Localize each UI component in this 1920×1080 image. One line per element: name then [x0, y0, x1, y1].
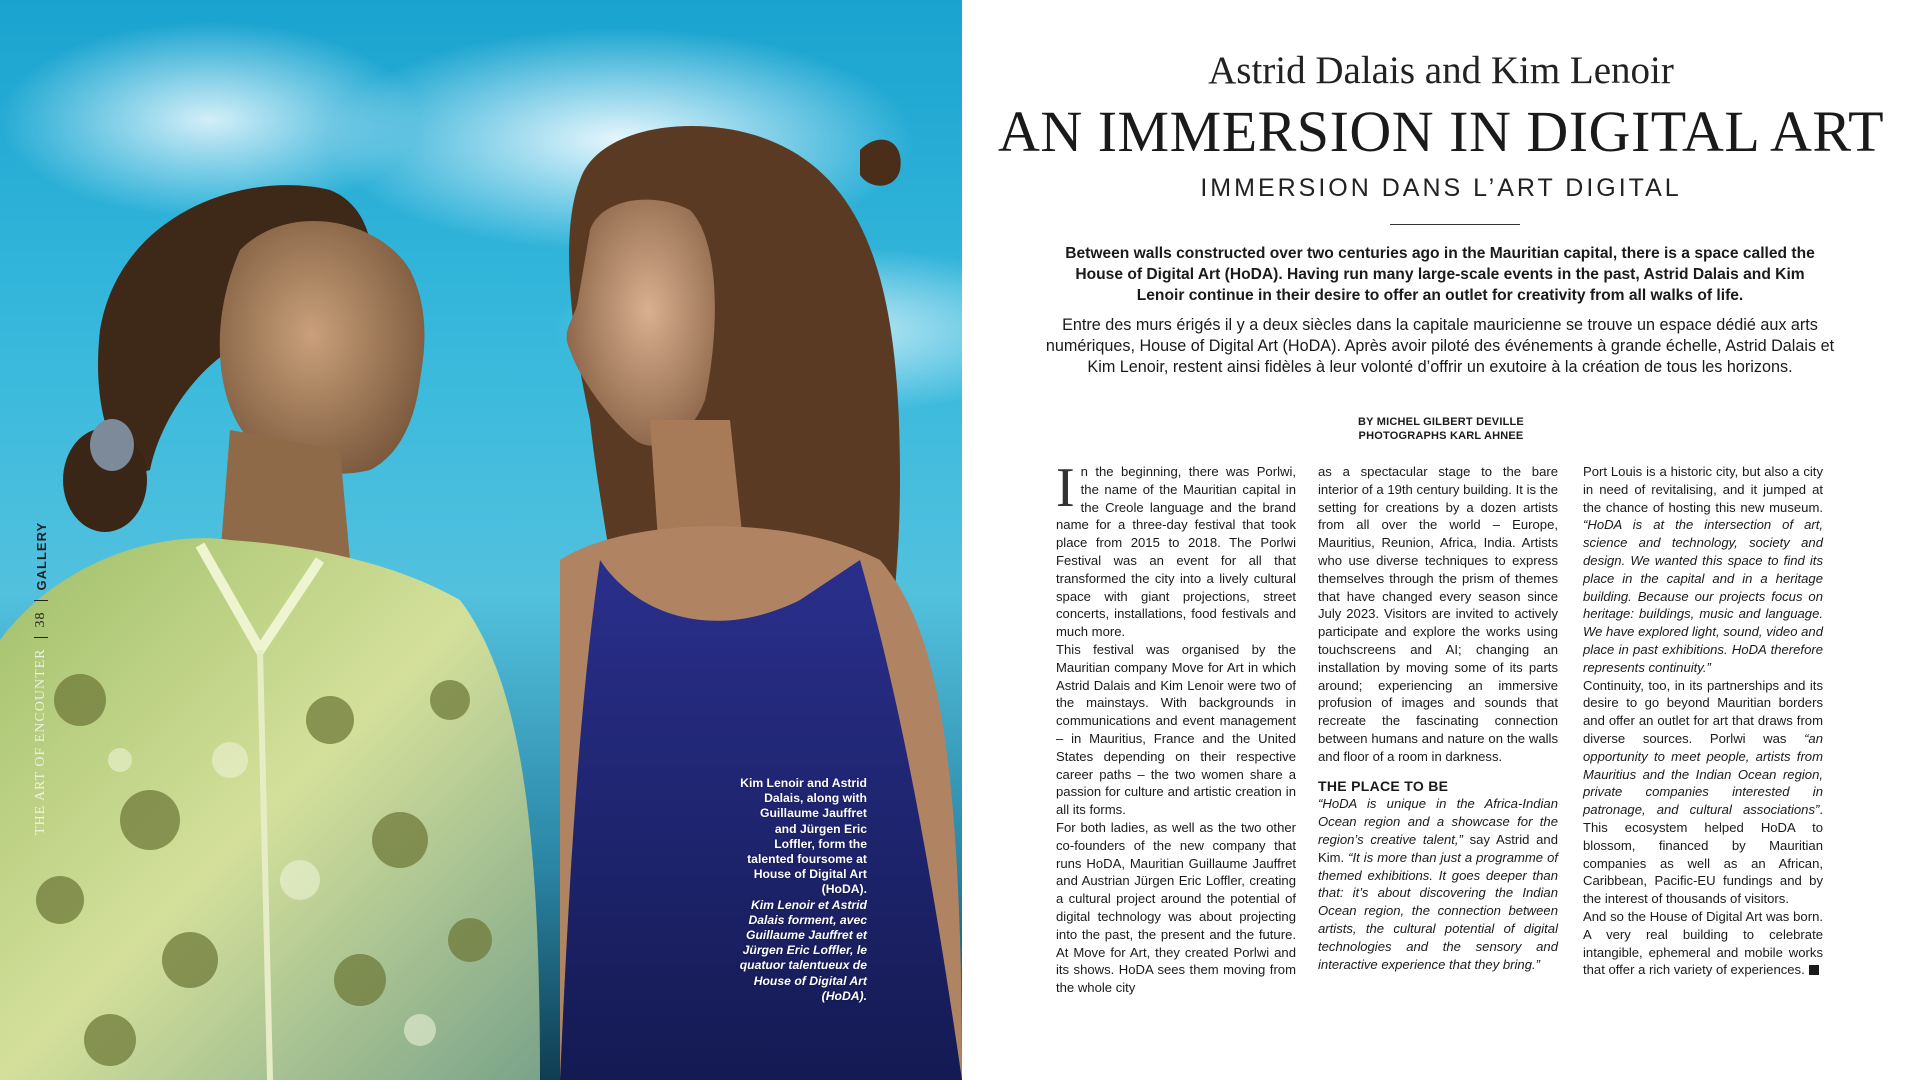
section-subhead: THE PLACE TO BE: [1318, 777, 1449, 794]
headline-title: AN IMMERSION IN DIGITAL ART: [997, 99, 1885, 164]
intro-english: Between walls constructed over two centuries ago in the Mauritian capital, there is a space called the House of Digital Art (HoDA). Having run many large-scale events in the past, Astrid Dalais and Kim Lenoir continue in their desire to offer an outlet for creativity from all walks of life.: [1065, 245, 1815, 304]
drop-cap: I: [1056, 457, 1075, 519]
quote: “It is more than just a programme of themed exhibitions. It goes deeper than that: it’s about discovering the Indian Ocean region, the connection between artists, the cultural potential of digital technologies and the sensory and interactive experience that they bring.”: [1318, 849, 1558, 972]
paragraph-text: And so the House of Digital Art was born. A very real building to celebrate intangible, ephemeral and mobile works that offer a rich variety of experiences.: [1583, 908, 1823, 978]
quote: “an opportunity to meet people, artists from Mauritius and the Indian Ocean region, private companies interested in patronage, and cultural associations”: [1583, 730, 1823, 818]
page-spine: [0, 435, 49, 835]
publication-name: THE ART OF ENCOUNTER: [33, 648, 48, 835]
headline-rule: [1390, 224, 1520, 225]
intro-french: Entre des murs érigés il y a deux siècles dans la capitale mauricienne se trouve un espace dédié aux arts numériques, House of Digital Art (HoDA). Après avoir piloté des événements à grande échelle, Astrid Dalais et Kim Lenoir, restent ainsi fidèles à leur volonté d’offrir un exutoire à la création de tous les horizons.: [1045, 316, 1835, 376]
paragraph-text: . This ecosystem helped HoDA to blossom, financed by Mauritian companies as well as an African, Caribbean, Pacific-EU fundings and by the interest of thousands of visitors.: [1583, 802, 1823, 907]
caption-english: Kim Lenoir and Astrid Dalais, along with Guillaume Jauffret and Jürgen Eric Loffler, form the talented foursome at House of Digital Art (HoDA).: [740, 776, 867, 897]
photographer-credit: PHOTOGRAPHS KARL AHNEE: [1358, 430, 1524, 442]
headline-french-title: IMMERSION DANS L’ART DIGITAL: [1200, 174, 1682, 202]
quote: “HoDA is at the intersection of art, science and technology, society and design. We wanted this space to find its place in the capital and in a heritage building. Because our projects focus on heritage: buildings, music and language. We have explored light, sound, video and place in past exhibitions. HoDA therefore represents continuity.”: [1583, 517, 1823, 675]
quote: “HoDA is unique in the Africa-Indian Ocean region and a showcase for the region’s creative talent,”: [1318, 796, 1558, 847]
spine-divider: [34, 600, 48, 601]
paragraph: [1583, 463, 1823, 677]
section-label: GALLERY: [33, 521, 49, 591]
paragraph: [1056, 457, 1296, 641]
paragraph: as a spectacular stage to the bare interior of a 19th century building. It is the setting for creations by a dozen artists from all over the world – Europe, Mauritius, Reunion, Africa, India. Artists who use diverse techniques to express themselves through the prism of themes that have changed every season since July 2023. Visitors are invited to actively participate and explore the works using touchscreens and AI; changing an installation by moving some of its parts around; experiencing an immersive profusion of images and sounds that recreate the fascinating connection between humans and nature on the walls and floor of a room in darkness.: [1318, 464, 1558, 764]
paragraph-text: say Astrid and Kim.: [1318, 831, 1558, 865]
byline: [962, 415, 1920, 443]
paragraph-text: Continuity, too, in its partnerships and its desire to go beyond Mauritian borders and offer an outlet for art that draws from diverse sources. Porlwi was: [1583, 677, 1823, 746]
paragraph: [1583, 677, 1823, 908]
body-column-1: [1056, 457, 1296, 997]
author-credit: BY MICHEL GILBERT DEVILLE: [1358, 416, 1524, 428]
caption-french: Kim Lenoir et Astrid Dalais forment, avec Guillaume Jauffret et Jürgen Eric Loffler, le quatuor talentueux de House of Digital Art (HoDA).: [739, 897, 867, 1003]
paragraph: For both ladies, as well as the two other co-founders of the new company that runs HoDA, Mauritian Guillaume Jauffret and Austrian Jürgen Eric Loffler, creating a cultural project around the potential of digital technology was about projecting into the past, the present and the future. At Move for Art, they created Porlwi and its shows. HoDA sees them moving from the whole city: [1056, 819, 1296, 996]
headline-names: Astrid Dalais and Kim Lenoir: [1208, 49, 1674, 92]
end-mark-icon: [1809, 965, 1819, 975]
scrunchie: [90, 419, 134, 471]
body-column-2: [1318, 463, 1558, 973]
paragraph: [1583, 908, 1823, 979]
body-column-3: [1583, 463, 1823, 979]
paragraph: This festival was organised by the Mauritian company Move for Art in which Astrid Dalais and Kim Lenoir were two of the mainstays. With backgrounds in communications and event management – in Mauritius, France and the United States depending on their respective career paths – the two women share a passion for culture and artistic creation in all its forms.: [1056, 641, 1296, 818]
page-number: 38: [33, 611, 48, 628]
paragraph-text: n the beginning, there was Porlwi, the name of the Mauritian capital in the Creole language and the brand name for a three-day festival that took place from 2015 to 2018. The Porlwi Festival was an event for all that transformed the city into a lively cultural space with giant projections, street concerts, installations, food festivals and much more.: [1056, 464, 1296, 640]
paragraph-text: Port Louis is a historic city, but also a city in need of revitalising, and it jumped at the chance of hosting this new museum.: [1583, 464, 1823, 515]
spine-divider: [34, 637, 48, 638]
paragraph: [1318, 795, 1558, 973]
photo-caption: [735, 776, 867, 1004]
